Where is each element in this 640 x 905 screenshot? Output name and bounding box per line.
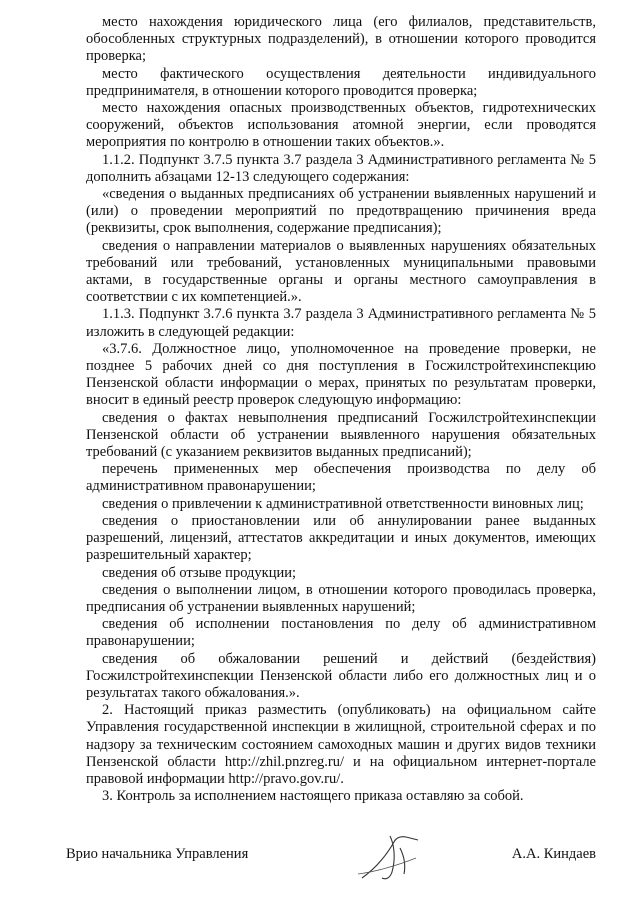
paragraph: 3. Контроль за исполнением настоящего приказа оставляю за собой. xyxy=(102,788,524,805)
paragraph: сведения о направлении материалов о выявленных нарушениях обязательных требований или требований, установленных муниципальными правовыми актами, в государственные органы и органы местного самоуправления в соответствии с их компетенцией.». xyxy=(86,237,596,306)
paragraph: сведения о фактах невыполнения предписаний Госжилстройтехинспекции Пензенской области об устранении выявленного нарушения обязательных требований (с указанием реквизитов выданных предписаний); xyxy=(86,409,596,461)
signature-block xyxy=(66,846,596,886)
paragraph: «3.7.6. Должностное лицо, уполномоченное на проведение проверки, не позднее 5 рабочих дней со дня поступления в Госжилстройтехинспекцию Пензенской области информации о мерах, принятых по результатам проверки, вносит в единый реестр проверок следующую информацию: xyxy=(86,340,596,409)
paragraph: сведения об обжаловании решений и действий (бездействия) Госжилстройтехинспекции Пензенской области либо его должностных лиц и о результатах такого обжалования.». xyxy=(86,650,596,701)
signatory-name: А.А. Киндаев xyxy=(511,846,596,862)
paragraph: 1.1.3. Подпункт 3.7.6 пункта 3.7 раздела 3 Административного регламента № 5 изложить в следующей редакции: xyxy=(86,306,596,340)
paragraph: 2. Настоящий приказ разместить (опубликовать) на официальном сайте Управления государственной инспекции в жилищной, строительной сферах и по надзору за техническим состоянием самоходных машин и других видов техники Пензенской области http://zhil.pnzreg.ru/ и на официальном интернет-портале правовой информации http://pravo.gov.ru/. xyxy=(86,702,596,787)
paragraph: место фактического осуществления деятельности индивидуального предпринимателя, в отношении которого проводится проверка; xyxy=(86,65,596,99)
paragraph: сведения о выполнении лицом, в отношении которого проводилась проверка, предписания об устранении выявленных нарушений; xyxy=(86,581,596,615)
paragraph: «сведения о выданных предписаниях об устранении выявленных нарушений и (или) о проведении мероприятий по предотвращению причинения вреда (реквизиты, срок выполнения, содержание предписания); xyxy=(86,186,596,237)
handwritten-signature xyxy=(356,828,436,884)
paragraph: сведения о приостановлении или об аннулировании ранее выданных разрешений, лицензий, аттестатов аккредитации и иных документов, имеющих разрешительный характер; xyxy=(86,512,596,564)
paragraph: сведения об исполнении постановления по делу об административном правонарушении; xyxy=(86,616,596,650)
signatory-position: Врио начальника Управления xyxy=(66,846,249,862)
paragraph: перечень примененных мер обеспечения производства по делу об административном правонарушении; xyxy=(86,461,596,495)
paragraph: сведения о привлечении к административной ответственности виновных лиц; xyxy=(102,495,584,512)
paragraph: сведения об отзыве продукции; xyxy=(102,564,297,581)
document-body xyxy=(86,14,596,805)
paragraph: место нахождения опасных производственных объектов, гидротехнических сооружений, объектов использования атомной энергии, если проводятся мероприятия по контролю в отношении таких объектов.». xyxy=(86,100,596,151)
paragraph: место нахождения юридического лица (его филиалов, представительств, обособленных структурных подразделений), в отношении которого проводится проверка; xyxy=(86,14,596,65)
paragraph: 1.1.2. Подпункт 3.7.5 пункта 3.7 раздела 3 Административного регламента № 5 дополнить абзацами 12-13 следующего содержания: xyxy=(86,151,596,185)
